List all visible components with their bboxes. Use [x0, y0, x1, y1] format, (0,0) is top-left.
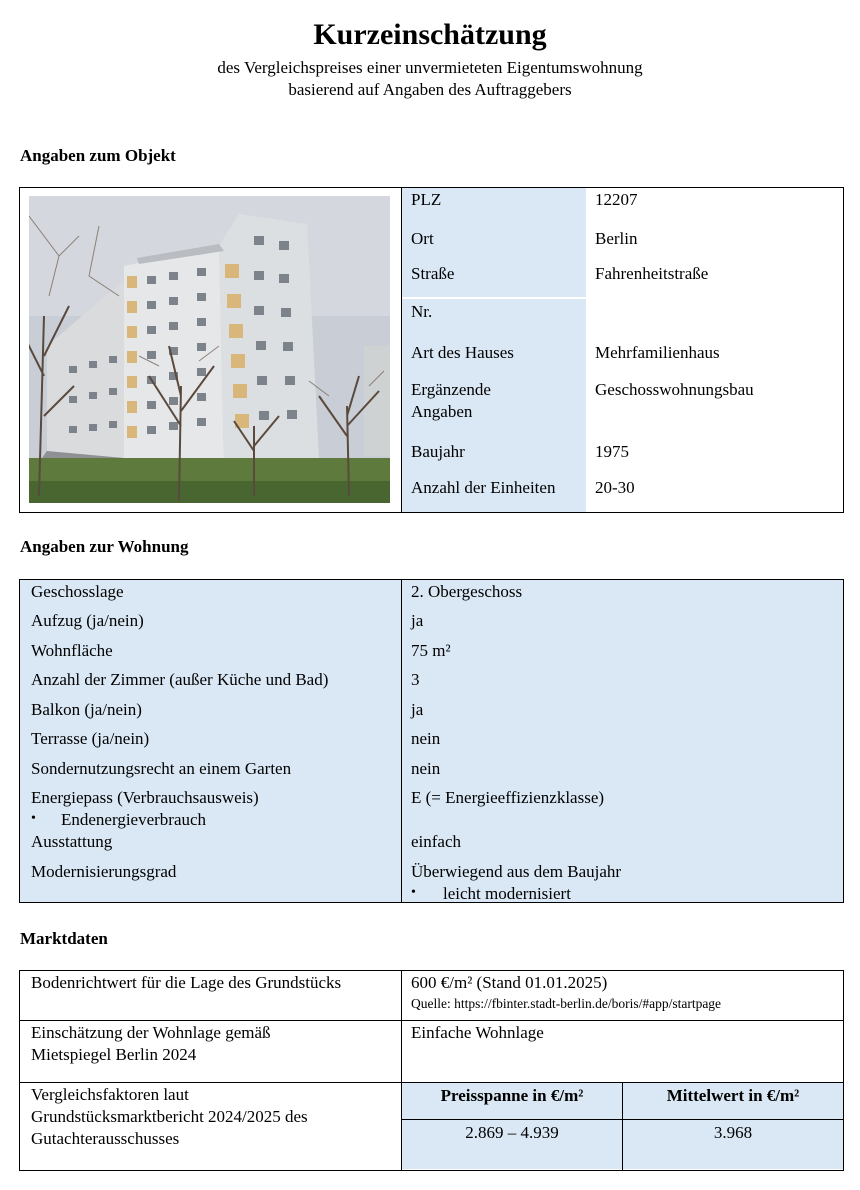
markt-label-vergleich-2: Grundstücksmarktbericht 2024/2025 des [31, 1107, 308, 1126]
markt-source-link: Quelle: https://fbinter.stadt-berlin.de/boris/#app/startpage [411, 996, 722, 1011]
markt-label-vergleich-3: Gutachterausschusses [31, 1129, 180, 1148]
objekt-label-baujahr: Baujahr [411, 442, 465, 461]
markt-value-preisspanne: 2.869 – 4.939 [465, 1123, 559, 1142]
objekt-value-plz: 12207 [595, 190, 638, 209]
wohnung-value-garten: nein [411, 759, 441, 778]
wohnung-value-geschosslage: 2. Obergeschoss [411, 582, 523, 601]
objekt-label-einheiten: Anzahl der Einheiten [411, 478, 556, 497]
wohnung-bullet-modernisierung: leicht modernisiert [443, 884, 571, 903]
markt-value-wohnlage: Einfache Wohnlage [411, 1023, 544, 1042]
section-heading-objekt: Angaben zum Objekt [20, 146, 176, 165]
markt-label-vergleich-1: Vergleichsfaktoren laut [31, 1085, 189, 1104]
wohnung-label-balkon: Balkon (ja/nein) [31, 700, 142, 719]
objekt-label-art: Art des Hauses [411, 343, 514, 362]
wohnung-label-energiepass: Energiepass (Verbrauchsausweis) [31, 788, 259, 807]
objekt-value-baujahr: 1975 [595, 442, 629, 461]
wohnung-bullet-endenergie: Endenergieverbrauch [61, 810, 207, 829]
wohnung-label-wohnflaeche: Wohnfläche [31, 641, 113, 660]
objekt-value-ergaenzend: Geschosswohnungsbau [595, 380, 754, 399]
markt-header-mittelwert: Mittelwert in €/m² [666, 1086, 800, 1105]
section-heading-wohnung: Angaben zur Wohnung [20, 537, 189, 556]
building-photo-image [29, 196, 390, 503]
subtitle-line-1: des Vergleichspreises einer unvermieteten Eigentumswohnung [217, 58, 643, 77]
bullet-icon: • [411, 885, 416, 900]
objekt-label-plz: PLZ [411, 190, 442, 209]
wohnung-label-ausstattung: Ausstattung [31, 832, 113, 851]
objekt-label-ergaenzend-1: Ergänzende [411, 380, 491, 399]
objekt-value-ort: Berlin [595, 229, 638, 248]
markt-header-preisspanne: Preisspanne in €/m² [440, 1086, 584, 1105]
wohnung-value-terrasse: nein [411, 729, 441, 748]
subtitle-line-2: basierend auf Angaben des Auftraggebers [288, 80, 572, 99]
wohnung-value-ausstattung: einfach [411, 832, 462, 851]
wohnung-value-zimmer: 3 [411, 670, 420, 689]
wohnung-value-aufzug: ja [411, 611, 424, 630]
wohnung-label-garten: Sondernutzungsrecht an einem Garten [31, 759, 292, 778]
markt-label-wohnlage-1: Einschätzung der Wohnlage gemäß [31, 1023, 271, 1042]
wohnung-label-aufzug: Aufzug (ja/nein) [31, 611, 144, 630]
objekt-label-nr: Nr. [411, 302, 433, 321]
objekt-label-ort: Ort [411, 229, 434, 248]
objekt-value-einheiten: 20-30 [595, 478, 635, 497]
document-title: Kurzeinschätzung [313, 18, 547, 51]
objekt-label-ergaenzend-2: Angaben [411, 402, 473, 421]
wohnung-value-energiepass: E (= Energieeffizienzklasse) [411, 788, 605, 807]
markt-value-bodenrichtwert: 600 €/m² (Stand 01.01.2025) [411, 973, 608, 992]
objekt-label-strasse: Straße [411, 264, 455, 283]
wohnung-value-balkon: ja [411, 700, 424, 719]
markt-value-mittelwert: 3.968 [713, 1123, 753, 1142]
objekt-value-strasse: Fahrenheitstraße [595, 264, 709, 283]
markt-label-bodenrichtwert: Bodenrichtwert für die Lage des Grundstücks [31, 973, 342, 992]
wohnung-value-wohnflaeche: 75 m² [411, 641, 451, 660]
wohnung-label-zimmer: Anzahl der Zimmer (außer Küche und Bad) [31, 670, 329, 689]
wohnung-label-modernisierung: Modernisierungsgrad [31, 862, 177, 881]
bullet-icon: • [31, 811, 36, 826]
objekt-value-art: Mehrfamilienhaus [595, 343, 720, 362]
building-photo [29, 196, 390, 503]
section-heading-marktdaten: Marktdaten [20, 929, 108, 948]
wohnung-value-modernisierung: Überwiegend aus dem Baujahr [411, 862, 622, 881]
wohnung-label-terrasse: Terrasse (ja/nein) [31, 729, 150, 748]
wohnung-label-geschosslage: Geschosslage [31, 582, 124, 601]
markt-label-wohnlage-2: Mietspiegel Berlin 2024 [31, 1045, 197, 1064]
